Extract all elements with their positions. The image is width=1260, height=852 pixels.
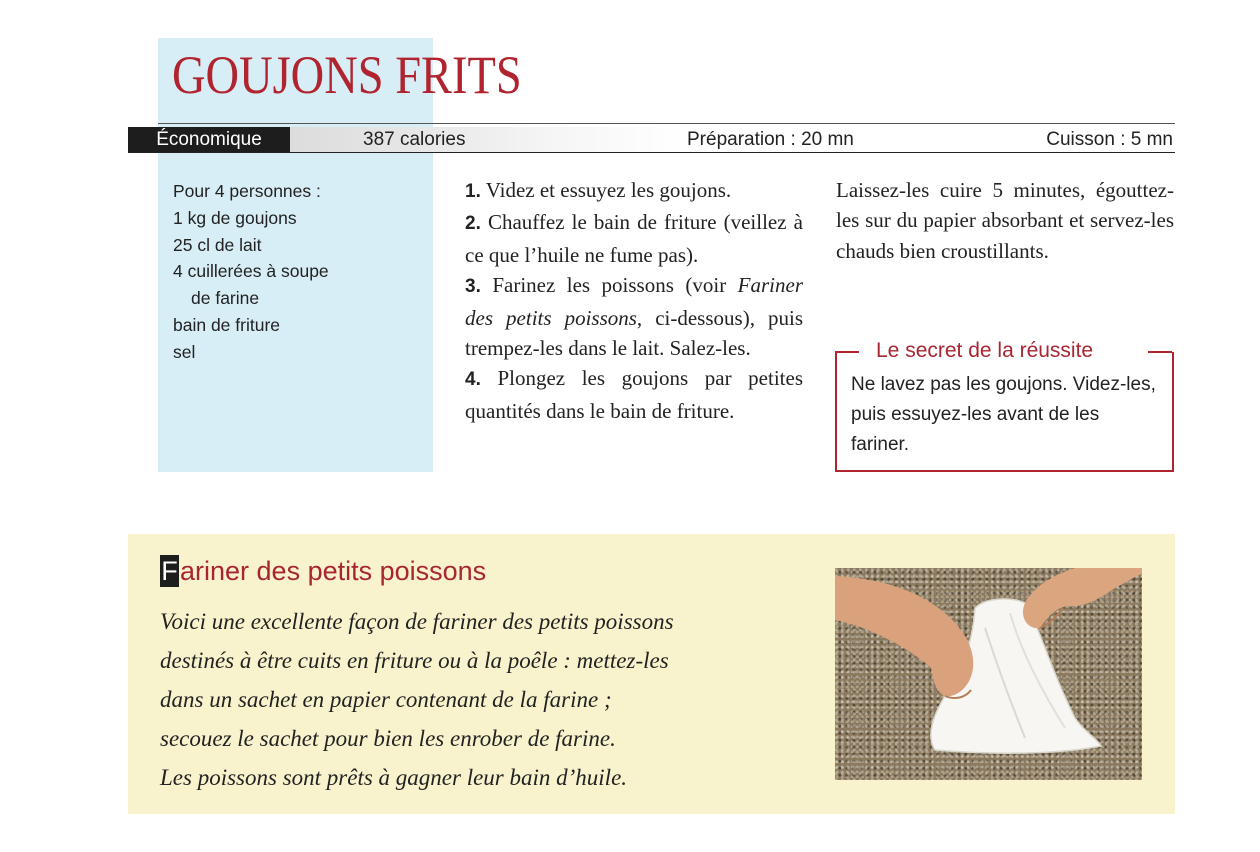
- title-rule: [158, 123, 1175, 124]
- recipe-steps: [465, 175, 803, 426]
- step-text: Chauffez le bain de friture (veillez à ce que l’huile ne fume pas).: [465, 210, 803, 267]
- step-3: [465, 270, 803, 363]
- tip-line: Voici une excellente façon de fariner des petits poissons: [160, 609, 674, 634]
- recipe-title: GOUJONS FRITS: [172, 45, 522, 105]
- recipe-meta-bar: [128, 127, 1175, 153]
- step-number: 2.: [465, 213, 481, 235]
- preparation-time: Préparation : 20 mn: [687, 129, 854, 150]
- step-1: [465, 175, 803, 207]
- tip-title-text: ariner des petits poissons: [180, 556, 487, 586]
- tip-body: [160, 602, 800, 797]
- step-continuation: Laissez-les cuire 5 minutes, égouttez-les sur du papier absorbant et servez-les chauds bien croustillants.: [836, 178, 1174, 263]
- ingredient-line: 1 kg de goujons: [173, 207, 297, 228]
- step-number: 4.: [465, 369, 481, 391]
- ingredient-line: 25 cl de lait: [173, 234, 262, 255]
- step-text: Farinez les poissons (voir: [480, 273, 738, 298]
- flour-bag-photo: [835, 568, 1142, 780]
- step-number: 1.: [465, 181, 481, 202]
- photo-illustration: [835, 568, 1142, 780]
- ingredients-list: [173, 178, 423, 366]
- ingredient-line: sel: [173, 341, 196, 362]
- right-hand-shape: [1023, 568, 1142, 628]
- tip-line: dans un sachet en papier contenant de la farine ;: [160, 687, 612, 712]
- ingredient-line: 4 cuillerées à soupe: [173, 261, 329, 282]
- category-badge: Économique: [128, 127, 290, 152]
- tip-title: [160, 554, 486, 588]
- calories-label: 387 calories: [363, 129, 466, 150]
- secret-box-top-right-rule: [1148, 351, 1172, 353]
- step-text: , ci-dessous), puis trempez-les dans le lait. Salez-les.: [465, 305, 803, 361]
- cooking-time: Cuisson : 5 mn: [1046, 129, 1173, 150]
- step-4: [465, 363, 803, 426]
- step-text: Videz et essuyez les goujons.: [480, 178, 732, 202]
- ingredient-line: Pour 4 personnes :: [173, 181, 321, 201]
- tip-line: Les poissons sont prêts à gagner leur bain d’huile.: [160, 765, 628, 790]
- secret-title: Le secret de la réussite: [876, 339, 1094, 362]
- step-text: Plongez les goujons par petites quantités dans le bain de friture.: [465, 366, 803, 423]
- secret-box-top-left-rule: [835, 351, 859, 353]
- ingredient-line: de farine: [191, 288, 260, 309]
- ingredient-line: bain de friture: [173, 314, 281, 335]
- step-2: [465, 207, 803, 270]
- tip-line: destinés à être cuits en friture ou à la poêle : mettez-les: [160, 648, 669, 673]
- tip-dropcap: F: [161, 556, 178, 586]
- left-hand-shape: [835, 576, 973, 696]
- secret-body: Ne lavez pas les goujons. Videz-les, puis essuyez-les avant de les fariner.: [851, 374, 1156, 455]
- step-number: 3.: [465, 276, 481, 298]
- tip-line: secouez le sachet pour bien les enrober de farine.: [160, 726, 616, 751]
- step-reference: Fariner des petits poissons: [465, 273, 803, 330]
